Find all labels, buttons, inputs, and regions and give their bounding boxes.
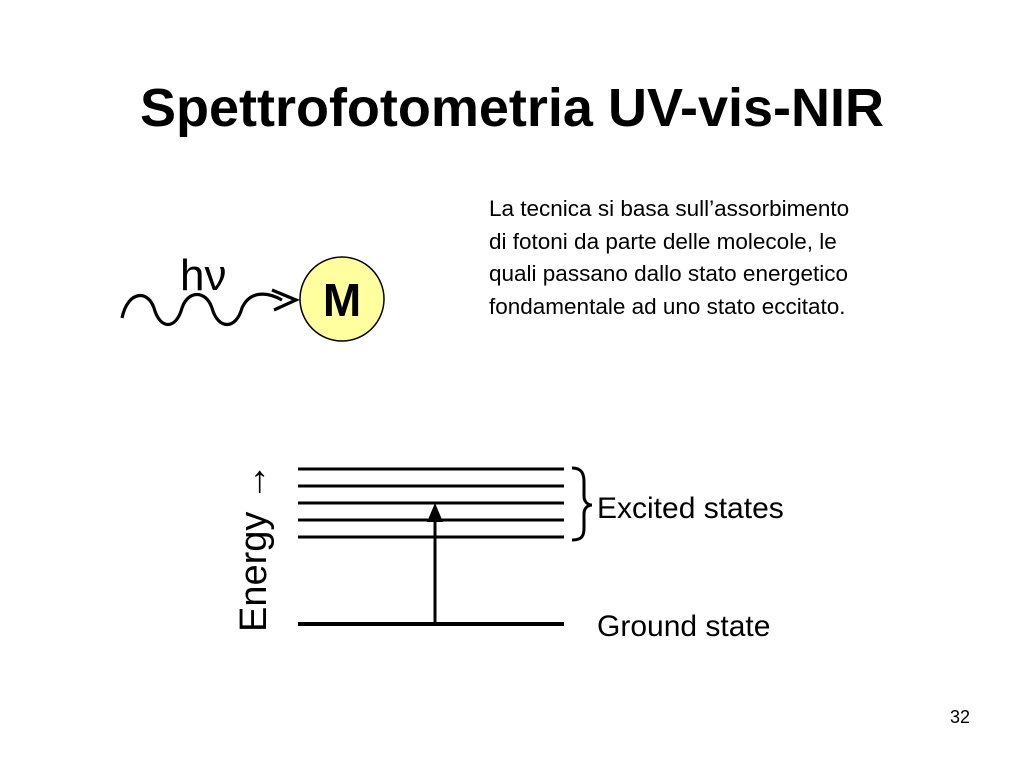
photon-molecule-group [122,251,384,341]
ground-state-label: Ground state [597,610,771,643]
excitation-arrowhead [427,503,443,522]
energy-axis-label: Energy → [233,463,275,632]
photon-label: hν [180,251,227,300]
photon-arrowhead [272,290,296,310]
description-line: di fotoni da parte delle molecole, le [489,228,837,254]
description-line: quali passano dallo stato energetico [489,261,849,286]
slide-title: Spettrofotometria UV-vis-NIR [139,78,885,138]
page-number: 32 [949,707,970,727]
molecule-label: M [322,274,362,326]
description-line: fondamentale ad uno stato eccitato. [489,293,846,319]
energy-level-diagram [233,463,784,643]
description-line: La tecnica si basa sull’assorbimento [489,196,850,221]
excited-states-brace [572,468,592,540]
excited-states-label: Excited states [597,492,784,525]
